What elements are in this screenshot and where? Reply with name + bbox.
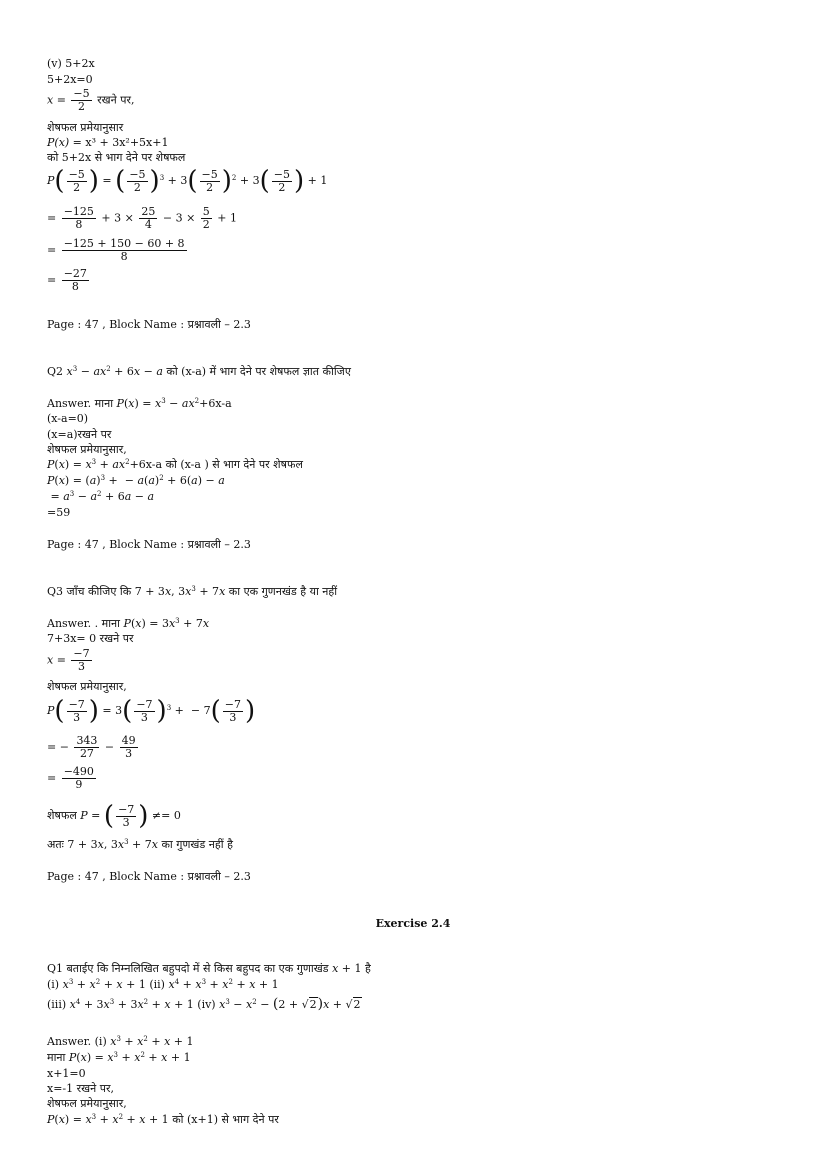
q3-remainder: शेषफल P = ( $\frac{-7}{3}$ ) ≠= 0	[47, 801, 181, 831]
q3-answer-line: Answer. . माना $P(x) = 3x^3 + 7x$	[47, 617, 210, 630]
part-v-theorem: शेषफल प्रमेयानुसार	[47, 121, 124, 134]
q2-answer-line: Answer. माना $P(x) = x^3 - ax^2+6x-a$	[47, 397, 232, 410]
ex-q1-question: Q1 बताईए कि निम्नलिखित बहुपदो में से किस बहुपद का एक गुणाखंड x + 1 है	[47, 962, 371, 975]
part-v-line4: = $\frac{-27}{8}$	[47, 267, 87, 293]
q2-substitute: (x=a)रखने पर	[47, 428, 112, 441]
ex-eq-zero: x+1=0	[47, 1067, 86, 1080]
part-v-eq-zero: 5+2x=0	[47, 73, 93, 86]
q3-theorem: शेषफल प्रमेयानुसार,	[47, 680, 127, 693]
part-v-polynomial: P(x) = x³ + 3x²+5x+1	[47, 136, 169, 149]
ex-q1-options-2: (iii) $x^4 + 3x^3 + 3x^2 + x + 1$ (iv) $x^3 - x^2 - (2 + √2)x + √2$	[47, 996, 361, 1012]
ex-let-polynomial: माना $P(x) = x^3 + x^2 + x + 1$	[47, 1051, 191, 1064]
q3-footer: Page : 47 , Block Name : प्रश्नावली – 2.3	[47, 870, 251, 883]
q2-eq-zero: (x-a=0)	[47, 412, 89, 425]
ex-answer-line: Answer. (i) $x^3 + x^2 + x + 1$	[47, 1035, 194, 1048]
ex-q1-options-1: (i) $x^3 + x^2 + x + 1$ (ii) $x^4 + x^3 + x^2 + x + 1$	[47, 978, 279, 991]
part-v-x-substitution: x = $\frac{-5}{2}$ रखने पर,	[47, 87, 135, 113]
part-v-line2: = $\frac{-125}{8}$ + 3 × $\frac{25}{4}$ − 3 × $\frac{5}{2}$ + 1	[47, 205, 237, 231]
q3-step1: P( $\frac{-7}{3}$ ) = 3( $\frac{-7}{3}$ )$^3$ + − 7( $\frac{-7}{3}$ )	[47, 696, 256, 726]
q2-theorem: शेषफल प्रमेयानुसार,	[47, 443, 127, 456]
q2-polynomial: $P(x) = x^3 + ax^2+6x-a$ को (x-a ) से भाग देने पर शेषफल	[47, 458, 303, 471]
part-v-line1: P( $\frac{-5}{2}$ ) = ( $\frac{-5}{2}$ )$^3$ + 3( $\frac{-5}{2}$ )$^2$ + 3( $\frac{-5}{2}$ ) + 1	[47, 166, 328, 196]
part-v-footer: Page : 47 , Block Name : प्रश्नावली – 2.3	[47, 318, 251, 331]
ex-divide-line: $P(x) = x^3 + x^2 + x + 1$ को (x+1) से भाग देने पर	[47, 1113, 279, 1126]
part-v-line3: = $\frac{-125 + 150 - 60 + 8}{8}$	[47, 237, 185, 263]
q2-step2: = $a^3 - a^2 + 6a - a$	[47, 490, 155, 503]
q3-conclusion: अतः 7 + 3x, $3x^3 + 7x$ का गुणखंड नहीं है	[47, 838, 233, 851]
q2-footer: Page : 47 , Block Name : प्रश्नावली – 2.3	[47, 538, 251, 551]
exercise-heading: Exercise 2.4	[375, 917, 451, 930]
q3-step3: = $\frac{-490}{9}$	[47, 765, 94, 791]
q3-step2: = − $\frac{343}{27}$ − $\frac{49}{3}$	[47, 734, 136, 760]
q2-result: =59	[47, 506, 71, 519]
ex-theorem: शेषफल प्रमेयानुसार,	[47, 1097, 127, 1110]
part-v-title: (v) 5+2x	[47, 57, 95, 70]
ex-substitute: x=-1 रखने पर,	[47, 1082, 114, 1095]
q2-step1: $P(x) = (a)^3$ + − $a(a)^2 + 6(a) - a$	[47, 474, 225, 487]
part-v-divide-text: को 5+2x से भाग देने पर शेषफल	[47, 151, 186, 164]
q3-question: Q3 जाँच कीजिए कि 7 + 3x, $3x^3 + 7x$ का एक गुणनखंड है या नहीं	[47, 585, 338, 598]
q3-x-value: x = $\frac{-7}{3}$	[47, 647, 90, 673]
q3-eq-zero: 7+3x= 0 रखने पर	[47, 632, 134, 645]
q2-question: Q2 $x^3 - ax^2 + 6x - a$ को (x-a) में भाग देने पर शेषफल ज्ञात कीजिए	[47, 365, 351, 378]
